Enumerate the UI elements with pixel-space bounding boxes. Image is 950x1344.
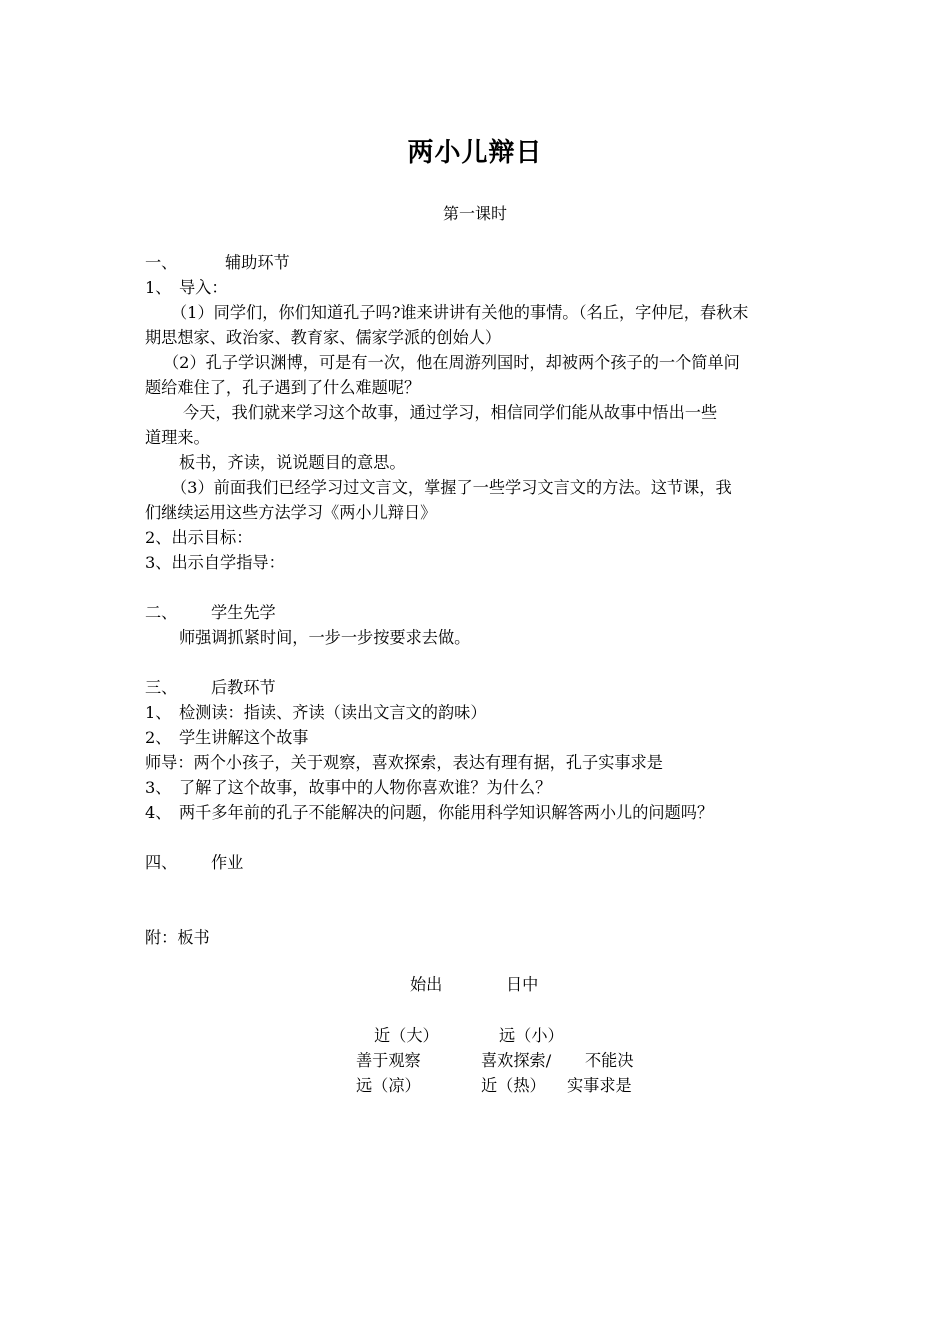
paragraph-line: （2）孔子学识渊博，可是有一次，他在周游列国时，却被两个孩子的一个简单问 xyxy=(163,353,740,372)
list-item xyxy=(145,725,810,750)
board-cell: 近（热） xyxy=(481,1076,546,1095)
paragraph-line: 期思想家、政治家、教育家、儒家学派的创始人） xyxy=(145,328,502,347)
section-number: 四、 xyxy=(145,853,178,872)
list-item xyxy=(145,775,810,800)
item-text: 导入： xyxy=(179,278,228,297)
item-text: 两千多年前的孔子不能解决的问题，你能用科学知识解答两小儿的问题吗？ xyxy=(179,803,714,822)
item-number: 4、 xyxy=(145,803,172,822)
item-number: 1、 xyxy=(145,703,172,722)
paragraph-line: （1）同学们，你们知道孔子吗?谁来讲讲有关他的事情。（名丘，字仲尼，春秋末 xyxy=(171,303,749,322)
section-heading-4 xyxy=(145,850,810,875)
item-number: 1、 xyxy=(145,278,172,297)
item-text: 学生讲解这个故事 xyxy=(179,728,309,747)
paragraph-line: 题给难住了，孔子遇到了什么难题呢？ xyxy=(145,378,421,397)
paragraph-line: （3）前面我们已经学习过文言文，掌握了一些学习文言文的方法。这节课，我 xyxy=(171,478,732,497)
board-cell: 远（小） xyxy=(499,1026,564,1045)
board-cell: 始出 xyxy=(410,975,443,994)
paragraph-line: 师强调抓紧时间，一步一步按要求去做。 xyxy=(179,628,471,647)
item-text: 检测读：指读、齐读（读出文言文的韵味） xyxy=(179,703,487,722)
document-body xyxy=(145,250,810,950)
list-item xyxy=(145,275,810,300)
section-title: 辅助环节 xyxy=(225,253,290,272)
section-title: 作业 xyxy=(211,853,244,872)
section-title: 后教环节 xyxy=(211,678,276,697)
paragraph-line: 道理来。 xyxy=(145,428,210,447)
paragraph-line: 们继续运用这些方法学习《两小儿辩日》 xyxy=(145,503,437,522)
list-item: 2、出示目标： xyxy=(145,528,253,547)
paragraph-line: 今天，我们就来学习这个故事，通过学习，相信同学们能从故事中悟出一些 xyxy=(183,403,718,422)
section-title: 学生先学 xyxy=(211,603,276,622)
paragraph-line: 板书，齐读，说说题目的意思。 xyxy=(179,453,406,472)
list-item xyxy=(145,800,810,825)
section-number: 二、 xyxy=(145,603,178,622)
paragraph-line: 师导：两个小孩子，关于观察，喜欢探索，表达有理有据，孔子实事求是 xyxy=(145,753,663,772)
board-cell: 近（大） xyxy=(374,1026,439,1045)
item-number: 3、 xyxy=(145,778,172,797)
section-number: 三、 xyxy=(145,678,178,697)
list-item xyxy=(145,700,810,725)
board-cell: 善于观察 xyxy=(356,1051,421,1070)
list-item: 3、出示自学指导： xyxy=(145,553,285,572)
appendix-label: 附：板书 xyxy=(145,928,210,947)
board-cell: 远（凉） xyxy=(356,1076,421,1095)
item-number: 2、 xyxy=(145,728,172,747)
item-text: 了解了这个故事，故事中的人物你喜欢谁？为什么？ xyxy=(179,778,552,797)
board-cell: 日中 xyxy=(506,975,539,994)
section-number: 一、 xyxy=(145,253,178,272)
board-cell: 不能决 xyxy=(585,1051,634,1070)
section-heading-3 xyxy=(145,675,810,700)
section-heading-1 xyxy=(145,250,810,275)
page-title: 两小儿辩日 xyxy=(407,138,543,168)
page-subtitle: 第一课时 xyxy=(442,204,507,223)
board-cell: 实事求是 xyxy=(567,1076,632,1095)
section-heading-2 xyxy=(145,600,810,625)
board-cell: 喜欢探索/ xyxy=(481,1051,552,1070)
